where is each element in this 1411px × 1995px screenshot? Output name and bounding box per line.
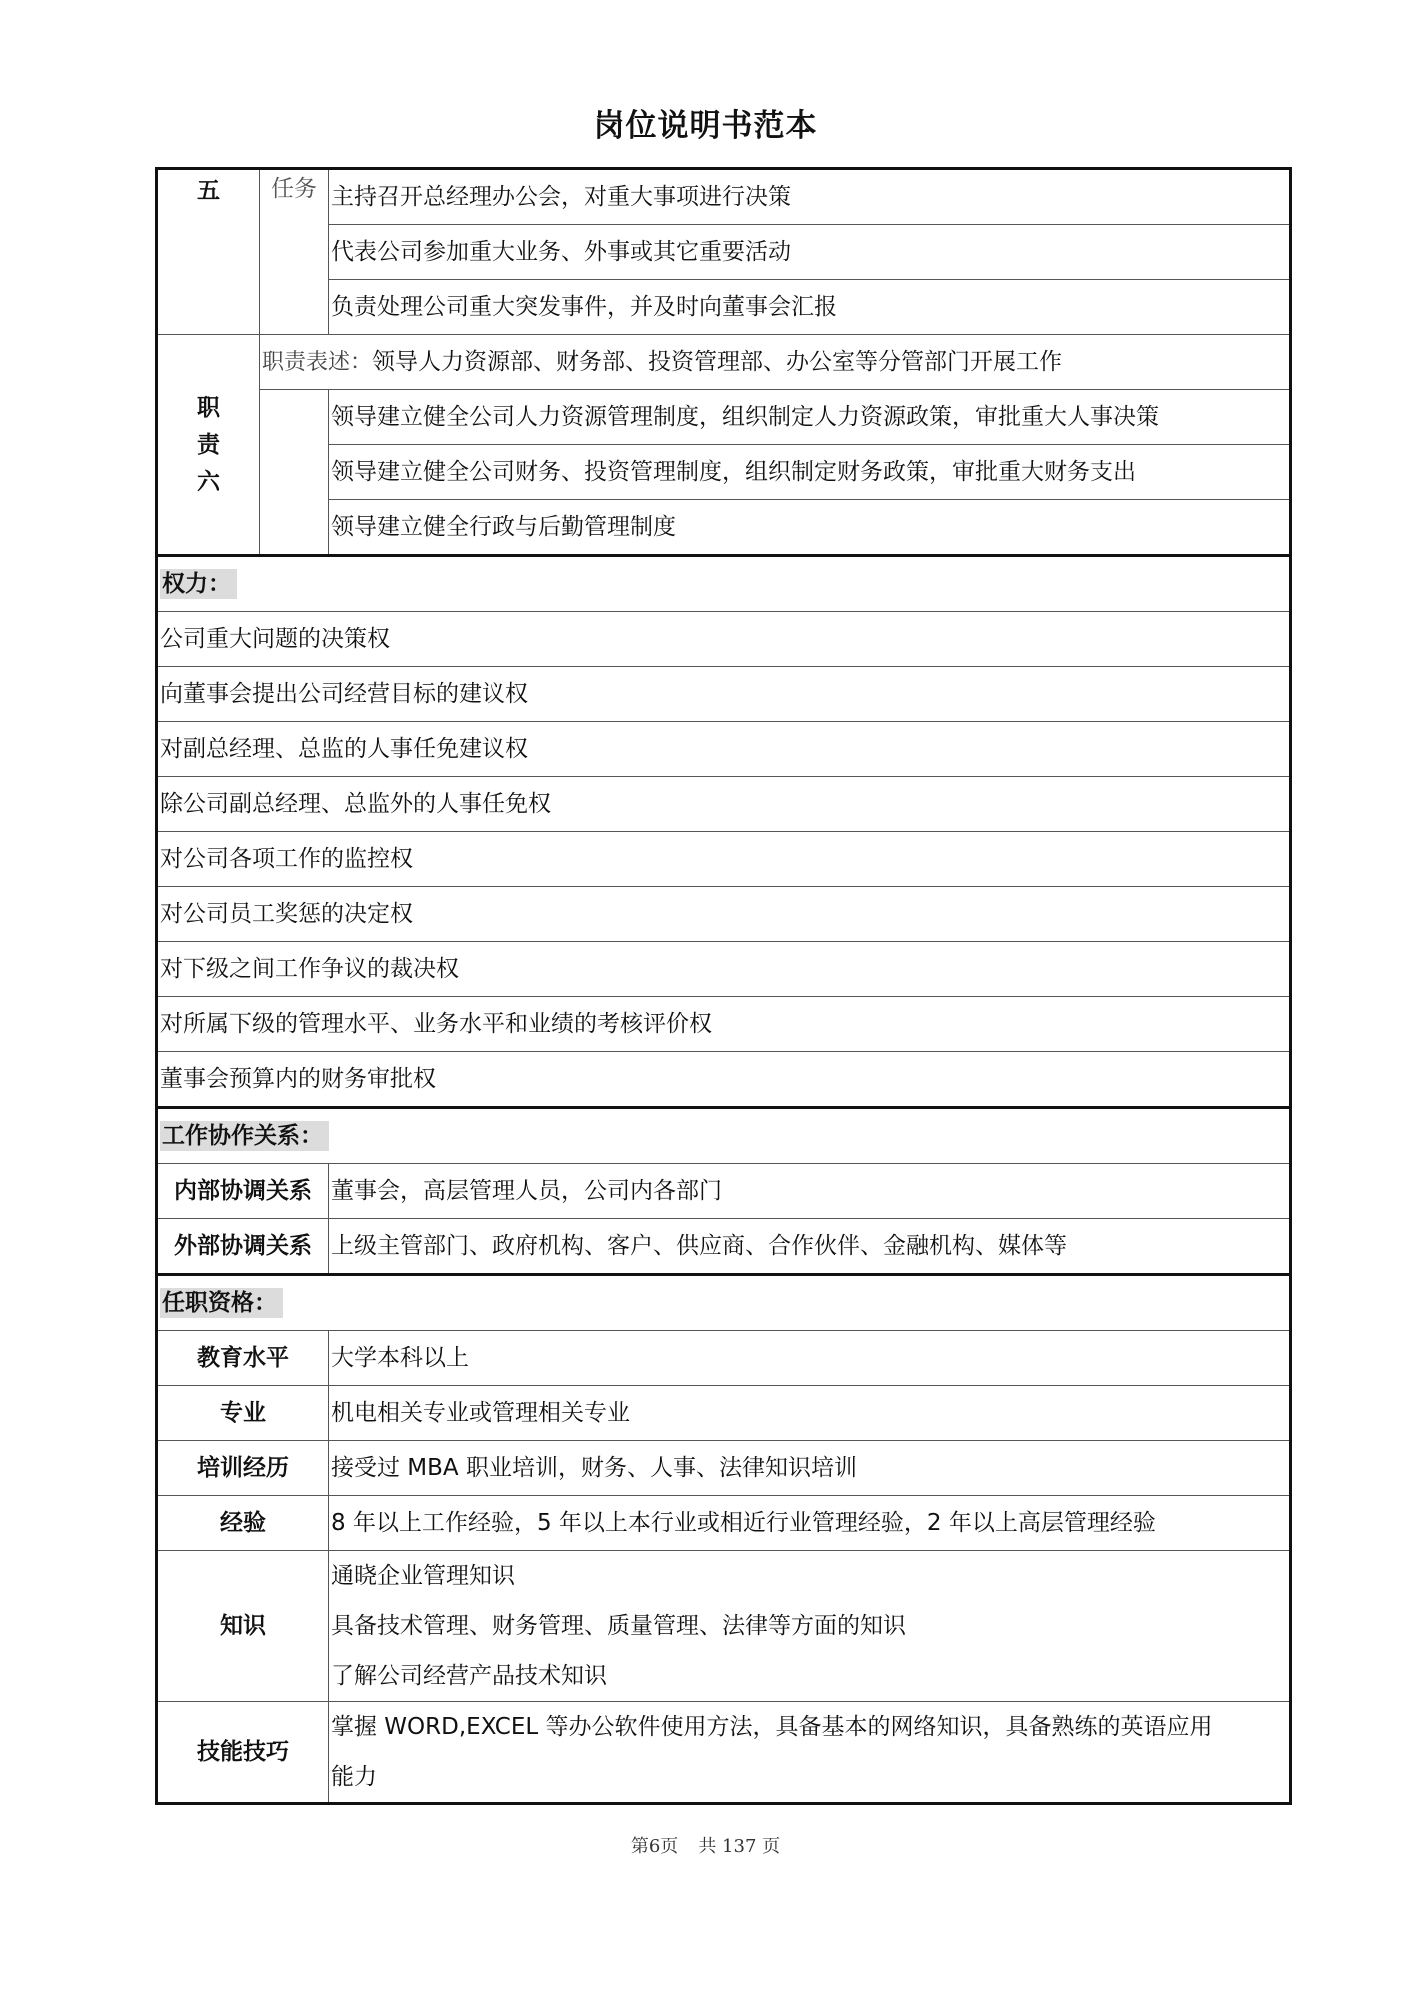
skills-line: 掌握 WORD,EXCEL 等办公软件使用方法，具备基本的网络知识，具备熟练的英语应用 bbox=[331, 1714, 1213, 1740]
authority-item: 对公司各项工作的监控权 bbox=[157, 832, 1291, 887]
skills-label: 技能技巧 bbox=[157, 1702, 329, 1804]
duty5-task: 负责处理公司重大突发事件，并及时向董事会汇报 bbox=[329, 280, 1291, 335]
knowledge-line: 通晓企业管理知识 bbox=[331, 1563, 515, 1589]
duty6-number-char: 六 bbox=[197, 468, 220, 495]
qualifications-heading-label: 任职资格： bbox=[160, 1288, 283, 1318]
knowledge-line: 具备技术管理、财务管理、质量管理、法律等方面的知识 bbox=[331, 1613, 906, 1639]
duty6-task: 领导建立健全行政与后勤管理制度 bbox=[329, 500, 1291, 556]
authority-item: 董事会预算内的财务审批权 bbox=[157, 1052, 1291, 1108]
job-description-table bbox=[155, 167, 1292, 1805]
relations-label: 内部协调关系 bbox=[157, 1164, 329, 1219]
authority-item: 对所属下级的管理水平、业务水平和业绩的考核评价权 bbox=[157, 997, 1291, 1052]
relations-value: 董事会，高层管理人员，公司内各部门 bbox=[329, 1164, 1291, 1219]
authority-heading bbox=[157, 556, 1291, 612]
qualification-value: 接受过 MBA 职业培训，财务、人事、法律知识培训 bbox=[329, 1441, 1291, 1496]
duty6-description bbox=[260, 335, 1291, 390]
knowledge-line: 了解公司经营产品技术知识 bbox=[331, 1663, 607, 1689]
knowledge-value bbox=[329, 1551, 1291, 1702]
duty6-task: 领导建立健全公司人力资源管理制度，组织制定人力资源政策，审批重大人事决策 bbox=[329, 390, 1291, 445]
duty6-tag-empty bbox=[260, 390, 329, 556]
relations-value: 上级主管部门、政府机构、客户、供应商、合作伙伴、金融机构、媒体等 bbox=[329, 1219, 1291, 1275]
duty6-task: 领导建立健全公司财务、投资管理制度，组织制定财务政策，审批重大财务支出 bbox=[329, 445, 1291, 500]
duty6-number-char: 责 bbox=[197, 431, 220, 458]
qualification-label: 经验 bbox=[157, 1496, 329, 1551]
relations-label: 外部协调关系 bbox=[157, 1219, 329, 1275]
authority-item: 对下级之间工作争议的裁决权 bbox=[157, 942, 1291, 997]
relations-heading bbox=[157, 1108, 1291, 1164]
duty5-task: 代表公司参加重大业务、外事或其它重要活动 bbox=[329, 225, 1291, 280]
duty5-row-1 bbox=[157, 169, 1291, 225]
document-title: 岗位说明书范本 bbox=[593, 108, 818, 144]
qualification-label: 教育水平 bbox=[157, 1331, 329, 1386]
skills-line: 能力 bbox=[331, 1764, 377, 1790]
page-total: 共 137 页 bbox=[698, 1836, 781, 1857]
duty6-desc-text: 领导人力资源部、财务部、投资管理部、办公室等分管部门开展工作 bbox=[372, 348, 1063, 375]
page-footer bbox=[0, 1832, 1411, 1858]
knowledge-label: 知识 bbox=[157, 1551, 329, 1702]
relations-heading-label: 工作协作关系： bbox=[160, 1121, 329, 1151]
qualification-value: 机电相关专业或管理相关专业 bbox=[329, 1386, 1291, 1441]
authority-item: 对公司员工奖惩的决定权 bbox=[157, 887, 1291, 942]
duty5-number: 五 bbox=[157, 169, 260, 335]
skills-value bbox=[329, 1702, 1291, 1804]
qualifications-heading bbox=[157, 1275, 1291, 1331]
duty6-number bbox=[157, 335, 260, 556]
duty6-desc-lead: 职责表述： bbox=[262, 349, 373, 375]
qualification-value: 8 年以上工作经验，5 年以上本行业或相近行业管理经验，2 年以上高层管理经验 bbox=[329, 1496, 1291, 1551]
authority-heading-label: 权力： bbox=[160, 569, 237, 599]
duty5-tag: 任务 bbox=[260, 169, 329, 335]
qualification-label: 培训经历 bbox=[157, 1441, 329, 1496]
authority-item: 对副总经理、总监的人事任免建议权 bbox=[157, 722, 1291, 777]
page-number: 第6页 bbox=[630, 1836, 679, 1857]
authority-item: 除公司副总经理、总监外的人事任免权 bbox=[157, 777, 1291, 832]
authority-item: 公司重大问题的决策权 bbox=[157, 612, 1291, 667]
duty5-task: 主持召开总经理办公会，对重大事项进行决策 bbox=[329, 169, 1291, 225]
qualification-label: 专业 bbox=[157, 1386, 329, 1441]
authority-item: 向董事会提出公司经营目标的建议权 bbox=[157, 667, 1291, 722]
duty6-desc-row bbox=[157, 335, 1291, 390]
duty6-number-char: 职 bbox=[197, 394, 220, 421]
qualification-value: 大学本科以上 bbox=[329, 1331, 1291, 1386]
